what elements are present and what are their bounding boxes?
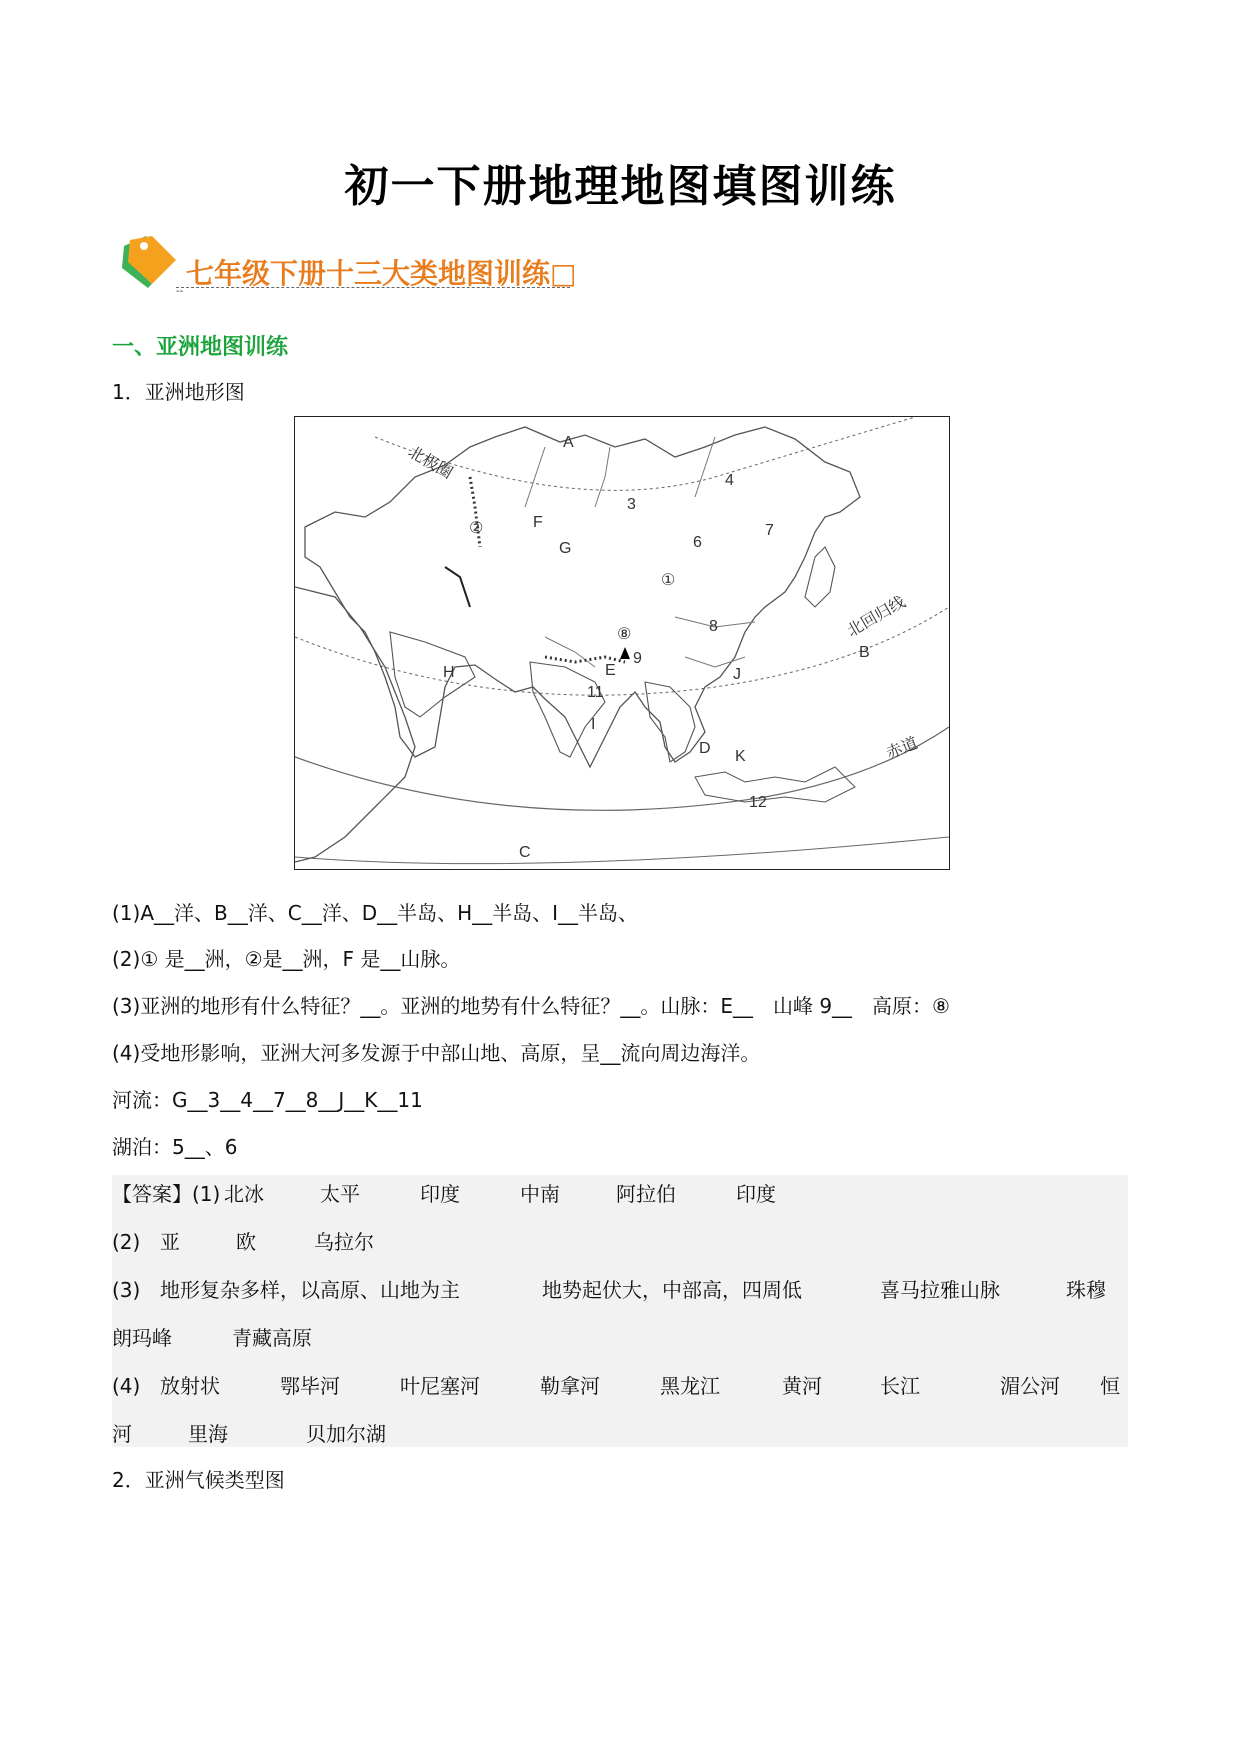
answer-box — [112, 1175, 1128, 1447]
india-coast — [530, 662, 605, 757]
answer-4-item: 长江 — [880, 1374, 920, 1398]
answer-4-item: 勒拿河 — [540, 1374, 600, 1398]
answer-4-item: 叶尼塞河 — [400, 1374, 480, 1398]
answer-2-item: 亚 — [160, 1230, 180, 1254]
answer-4-item: 黄河 — [782, 1374, 822, 1398]
banner-underline — [176, 287, 570, 288]
map-label-B: B — [859, 644, 870, 661]
map-label-4: 4 — [725, 472, 734, 489]
answer-4-label: (4) — [112, 1374, 141, 1398]
indochina-coast — [645, 682, 695, 762]
document-title: 初一下册地理地图填图训练 — [344, 161, 897, 212]
answer-1-label: 【答案】(1) — [112, 1182, 221, 1206]
map-label-12: 12 — [749, 794, 767, 811]
answer-3-item: 地势起伏大，中部高，四周低 — [542, 1278, 802, 1302]
rivers-question: 河流：G__3__4__7__8__J__K__11 — [112, 1088, 423, 1112]
map-label-9: 9 — [633, 650, 642, 667]
answer-4-item: 恒 — [1100, 1374, 1120, 1398]
arctic-circle-line — [375, 417, 915, 490]
map-label-1: ① — [661, 572, 676, 589]
answer-3b-item: 朗玛峰 — [112, 1326, 172, 1350]
caucasus-mountains — [445, 567, 470, 607]
answer-4-item: 鄂毕河 — [280, 1374, 340, 1398]
question-3: (3)亚洲的地形有什么特征？__。亚洲的地势有什么特征？__。山脉：E__ 山峰 9__ 高原：⑧ — [112, 994, 950, 1018]
arctic-circle-label: 北极圈 — [405, 443, 456, 483]
answer-1-item: 太平 — [320, 1182, 360, 1206]
answer-line-1 — [112, 1178, 776, 1207]
map-label-K: K — [735, 748, 746, 765]
map-label-11: 11 — [587, 684, 604, 701]
japan-islands — [805, 547, 835, 607]
answer-line-3 — [112, 1274, 1106, 1303]
question-4: (4)受地形影响，亚洲大河多发源于中部山地、高原，呈__流向周边海洋。 — [112, 1041, 761, 1065]
lakes-question: 湖泊：5__、6 — [112, 1135, 238, 1159]
answer-1-item: 阿拉伯 — [616, 1182, 676, 1206]
answer-4-item: 放射状 — [160, 1374, 220, 1398]
map-label-I: I — [591, 716, 596, 733]
question-2: (2)① 是__洲，②是__洲，F 是__山脉。 — [112, 947, 461, 971]
answer-3-label: (3) — [112, 1278, 141, 1302]
africa-coastline — [295, 587, 415, 862]
asia-terrain-map — [294, 416, 950, 870]
answer-3-item: 珠穆 — [1066, 1278, 1106, 1302]
answer-2-label: (2) — [112, 1230, 141, 1254]
map-label-8-circle: ⑧ — [617, 626, 632, 643]
equator-line — [295, 727, 949, 810]
answer-2-item: 乌拉尔 — [314, 1230, 374, 1254]
equator-label: 赤道 — [884, 734, 921, 763]
map-label-E: E — [605, 662, 616, 679]
map-label-7: 7 — [765, 522, 774, 539]
answer-1-item: 印度 — [420, 1182, 460, 1206]
answer-3-item: 地形复杂多样，以高原、山地为主 — [160, 1278, 460, 1302]
answer-3b-item: 青藏高原 — [232, 1326, 312, 1350]
answer-line-4b — [112, 1418, 386, 1447]
map-label-D: D — [699, 740, 711, 757]
map-label-G: G — [559, 540, 572, 557]
section-heading: 一、亚洲地图训练 — [112, 335, 289, 360]
indonesia-islands — [695, 767, 855, 802]
item-title-1: 1．亚洲地形图 — [112, 380, 245, 404]
answer-3-item: 喜马拉雅山脉 — [880, 1278, 1000, 1302]
answer-1-item: 中南 — [520, 1182, 560, 1206]
outer-circle — [295, 837, 949, 864]
section-banner: 七年级下册十三大类地图训练□ — [186, 257, 577, 290]
map-label-6: 6 — [693, 534, 702, 551]
item-title-2: 2．亚洲气候类型图 — [112, 1468, 285, 1492]
tag-icon — [118, 232, 178, 294]
answer-1-item: 北冰 — [224, 1182, 264, 1206]
answer-4-item: 湄公河 — [1000, 1374, 1060, 1398]
answer-line-2 — [112, 1226, 374, 1255]
tropic-label: 北回归线 — [844, 593, 909, 641]
peak-marker — [620, 647, 630, 659]
eurasia-coastline — [305, 427, 860, 767]
answer-4b-item: 贝加尔湖 — [306, 1422, 386, 1446]
answer-4b-item: 里海 — [188, 1422, 228, 1446]
map-label-3: 3 — [627, 496, 636, 513]
banner-mark: -- — [176, 286, 184, 297]
answer-1-item: 印度 — [736, 1182, 776, 1206]
map-label-8: 8 — [709, 618, 718, 635]
map-label-A: A — [563, 434, 574, 451]
answer-4-item: 黑龙江 — [660, 1374, 720, 1398]
arabia-coast — [390, 632, 475, 717]
map-figure — [295, 417, 949, 869]
answer-line-4 — [112, 1370, 1120, 1399]
map-label-2: ② — [469, 520, 484, 537]
map-label-J: J — [733, 666, 741, 683]
tropic-line — [295, 607, 949, 695]
map-label-F: F — [533, 514, 543, 531]
answer-line-3b — [112, 1322, 312, 1351]
answer-4b-item: 河 — [112, 1422, 132, 1446]
question-1: (1)A__洋、B__洋、C__洋、D__半岛、H__半岛、I__半岛、 — [112, 901, 639, 925]
map-label-H: H — [443, 664, 455, 681]
map-label-C: C — [519, 844, 531, 861]
answer-2-item: 欧 — [236, 1230, 256, 1254]
